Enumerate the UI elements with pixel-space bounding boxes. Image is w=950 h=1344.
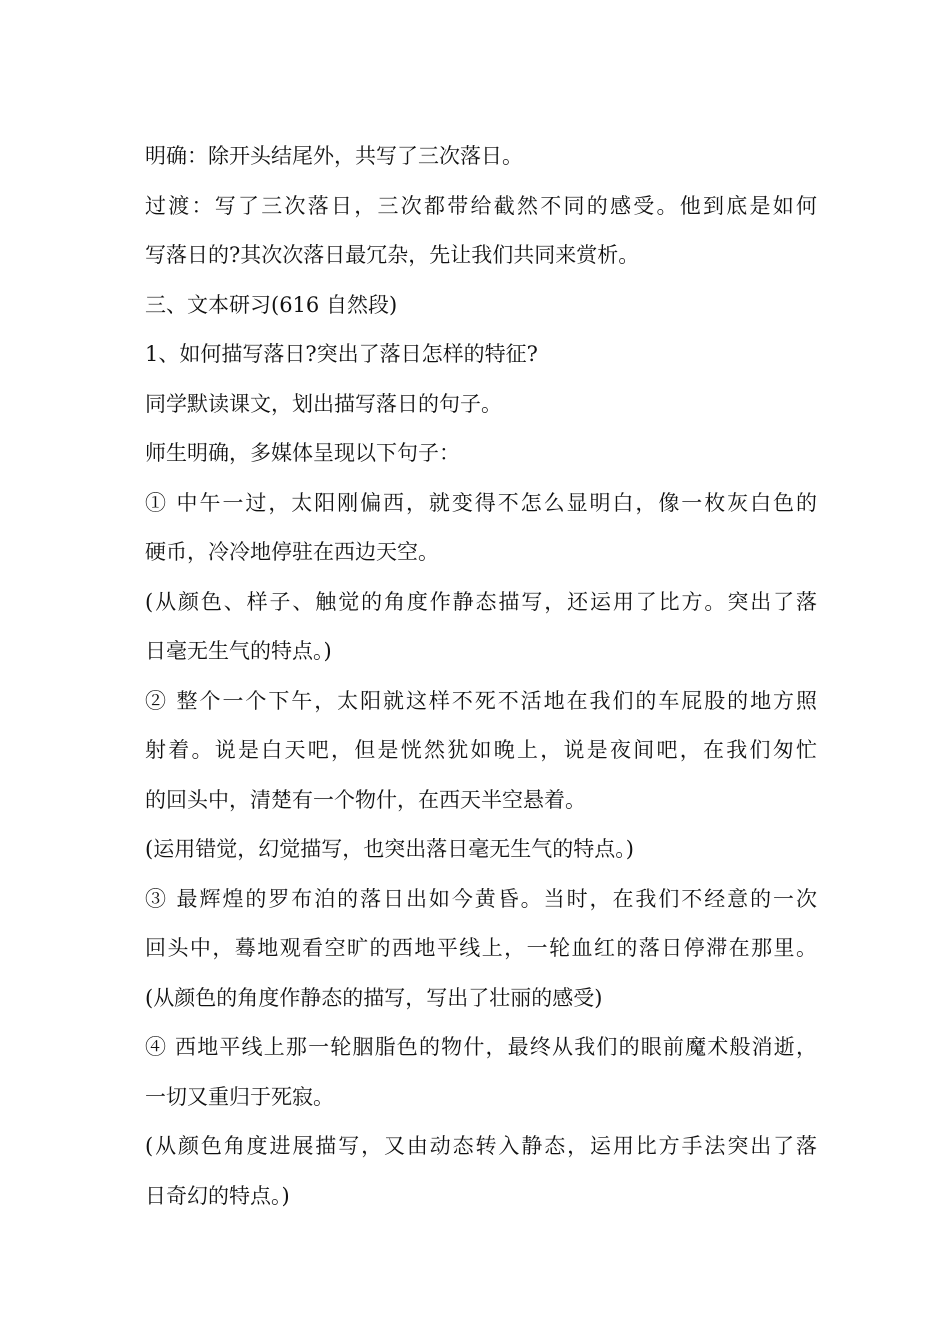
quoted-sentence-line: 的回头中，清楚有一个物什，在西天半空悬着。	[145, 787, 586, 812]
quoted-sentence-line: 一切又重归于死寂。	[145, 1084, 334, 1109]
quoted-sentence-line: ④ 西地平线上那一轮胭脂色的物什，最终从我们的眼前魔术般消逝，	[145, 1035, 817, 1059]
quoted-sentence-line: 回头中，蓦地观看空旷的西地平线上，一轮血红的落日停滞在那里。	[145, 936, 817, 960]
annotation-line: (运用错觉，幻觉描写，也突出落日毫无生气的特点。)	[145, 837, 634, 861]
document-body	[145, 132, 817, 1221]
paragraph-line: 同学默读课文，划出描写落日的句子。	[145, 391, 502, 416]
annotation-line: (从颜色、样子、触觉的角度作静态描写，还运用了比方。突出了落	[145, 589, 817, 614]
paragraph-line: 师生明确，多媒体呈现以下句子：	[145, 441, 460, 465]
annotation-line: 日奇幻的特点。)	[145, 1183, 290, 1208]
quoted-sentence-line: ② 整个一个下午，太阳就这样不死不活地在我们的车屁股的地方照	[145, 688, 817, 713]
paragraph-line: 写落日的?其次次落日最冗杂，先让我们共同来赏析。	[145, 243, 640, 267]
quoted-sentence-line: ① 中午一过，太阳刚偏西，就变得不怎么显明白，像一枚灰白色的	[145, 490, 817, 515]
annotation-line: 日毫无生气的特点。)	[145, 639, 332, 663]
question-line: 1、如何描写落日?突出了落日怎样的特征?	[145, 342, 538, 366]
quoted-sentence-line: ③ 最辉煌的罗布泊的落日出如今黄昏。当时，在我们不经意的一次	[145, 886, 817, 911]
annotation-line: (从颜色的角度作静态的描写，写出了壮丽的感受)	[145, 985, 603, 1010]
quoted-sentence-line: 硬币，冷冷地停驻在西边天空。	[145, 540, 439, 564]
paragraph-line: 过渡：写了三次落日，三次都带给截然不同的感受。他到底是如何	[145, 193, 817, 218]
quoted-sentence-line: 射着。说是白天吧，但是恍然犹如晚上，说是夜间吧，在我们匆忙	[145, 738, 817, 762]
section-heading: 三、文本研习(616 自然段)	[145, 292, 398, 317]
annotation-line: (从颜色角度进展描写，又由动态转入静态，运用比方手法突出了落	[145, 1134, 817, 1158]
paragraph-line: 明确：除开头结尾外，共写了三次落日。	[145, 144, 523, 168]
